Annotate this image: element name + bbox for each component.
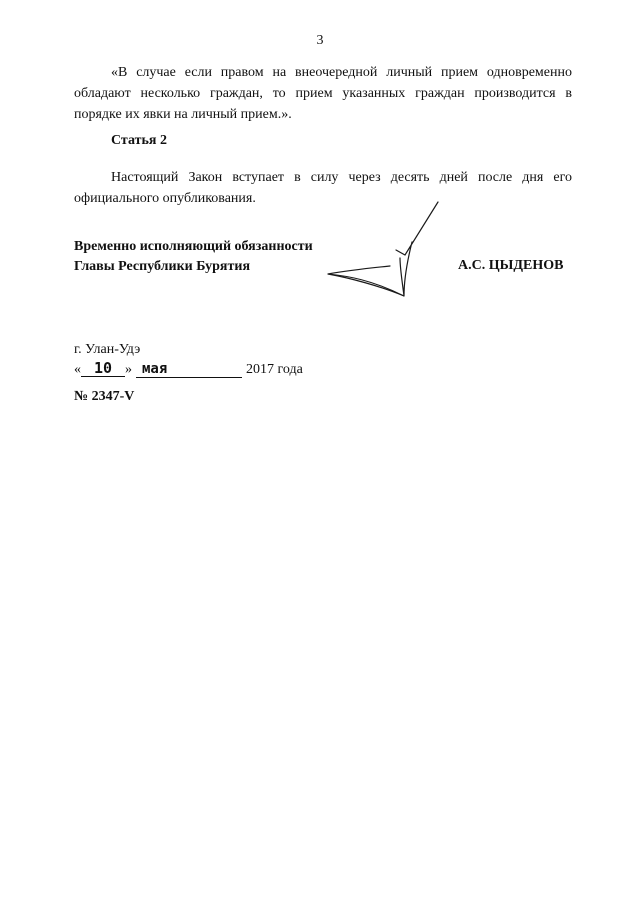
signatory-title-line1: Временно исполняющий обязанности bbox=[74, 239, 313, 254]
signatory-title-line2: Главы Республики Бурятия bbox=[74, 259, 251, 274]
date-year: 2017 года bbox=[246, 362, 303, 377]
date-open-quote: « bbox=[74, 362, 81, 377]
handwritten-signature bbox=[320, 200, 450, 305]
paragraph-amendment: «В случае если правом на внеочередной личный прием одновременно обладают несколько граждан, то прием указанных граждан производится в порядке их явки на личный прием.». bbox=[74, 65, 572, 122]
document-number: № 2347-V bbox=[74, 389, 135, 404]
page-number: 3 bbox=[316, 33, 324, 48]
article-heading: Статья 2 bbox=[111, 133, 167, 148]
date-day: 10 bbox=[81, 360, 125, 377]
date-month: мая bbox=[136, 361, 242, 378]
signatory-title bbox=[74, 237, 313, 277]
signatory-name: А.С. ЦЫДЕНОВ bbox=[458, 258, 564, 273]
signing-date bbox=[74, 360, 303, 378]
paragraph-entry-into-force: Настоящий Закон вступает в силу через десять дней после дня его официального опубликования. bbox=[74, 170, 572, 206]
city: г. Улан-Удэ bbox=[74, 342, 141, 357]
date-close-quote: » bbox=[125, 362, 132, 377]
